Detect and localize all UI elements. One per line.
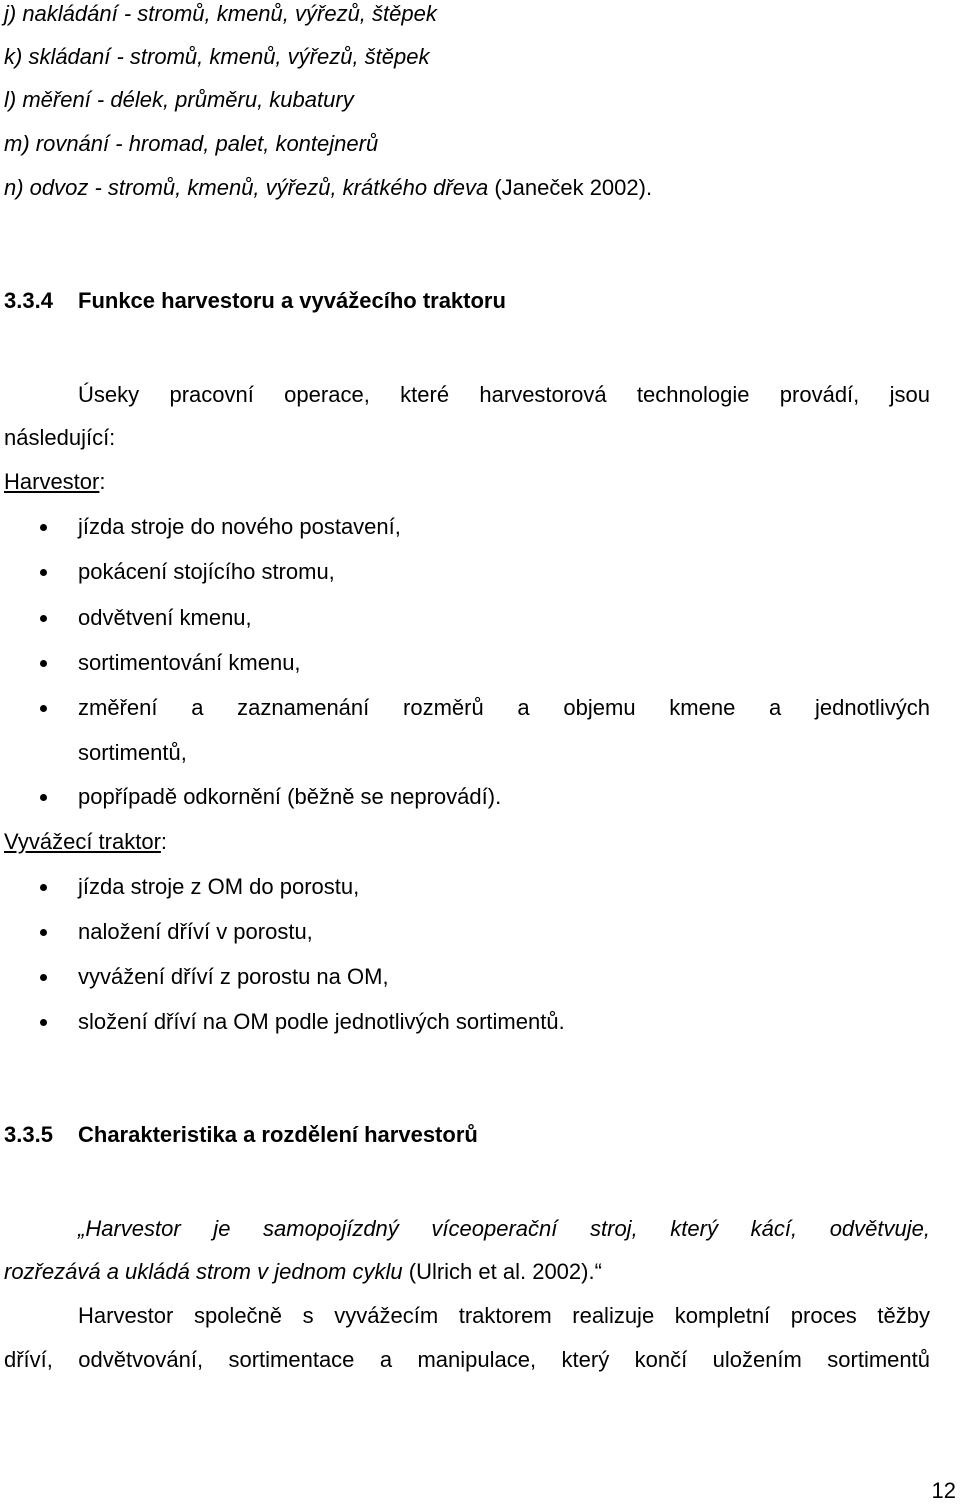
list-item-text: pokácení stojícího stromu, — [78, 559, 335, 584]
paragraph-line2: dříví, odvětvování, sortimentace a manipulace, který končí uložením sortimentů — [4, 1347, 930, 1372]
list-item-k: k) skládaní - stromů, kmenů, výřezů, štěpek — [4, 44, 430, 69]
section-heading-335 — [4, 1121, 478, 1149]
section-title: Funkce harvestoru a vyvážecího traktoru — [78, 288, 506, 313]
list-item-text: vyvážení dříví z porostu na OM, — [78, 964, 389, 989]
page-number: 12 — [931, 1478, 956, 1503]
list-item-text: jízda stroje z OM do porostu, — [78, 874, 360, 899]
list-item-n — [4, 174, 930, 202]
list-item-text: sortimentů, — [78, 740, 187, 765]
forwarder-label-text: Vyvážecí traktor — [4, 829, 161, 854]
harvester-label-colon: : — [99, 469, 106, 494]
bullet-icon — [40, 660, 47, 667]
list-item-text: odvětvení kmenu, — [78, 605, 252, 630]
list-item-text: složení dříví na OM podle jednotlivých sortimentů. — [78, 1009, 565, 1034]
list-item-text: naložení dříví v porostu, — [78, 919, 313, 944]
section-number: 3.3.4 — [4, 288, 53, 313]
intro-paragraph-line2: následující: — [4, 425, 116, 450]
harvester-label — [4, 468, 930, 496]
paragraph-line1: Harvestor společně s vyvážecím traktorem realizuje kompletní proces těžby — [78, 1303, 930, 1328]
list-item-text: jízda stroje do nového postavení, — [78, 514, 401, 539]
list-item-n-text: n) odvoz - stromů, kmenů, výřezů, krátkého dřeva — [4, 175, 489, 200]
bullet-icon — [40, 929, 47, 936]
section-title: Charakteristika a rozdělení harvestorů — [78, 1122, 478, 1147]
quote-line2 — [4, 1258, 930, 1286]
bullet-icon — [40, 615, 47, 622]
list-item-n-citation: (Janeček 2002). — [488, 175, 653, 200]
bullet-icon — [40, 974, 47, 981]
section-heading-334 — [4, 287, 506, 315]
harvester-label-text: Harvestor — [4, 469, 100, 494]
bullet-icon — [40, 794, 47, 801]
intro-paragraph-line1: Úseky pracovní operace, které harvestorová technologie provádí, jsou — [78, 382, 930, 407]
list-item-m: m) rovnání - hromad, palet, kontejnerů — [4, 131, 379, 156]
section-number: 3.3.5 — [4, 1122, 53, 1147]
bullet-icon — [40, 524, 47, 531]
forwarder-label-colon: : — [160, 829, 168, 854]
quote-citation: (Ulrich et al. 2002).“ — [402, 1259, 602, 1284]
list-item-text: změření a zaznamenání rozměrů a objemu kmene a jednotlivých — [78, 695, 930, 720]
bullet-icon — [40, 569, 47, 576]
list-item-text: popřípadě odkornění (běžně se neprovádí). — [78, 784, 502, 809]
list-item-j: j) nakládání - stromů, kmenů, výřezů, štěpek — [4, 1, 437, 26]
list-item-text: sortimentování kmenu, — [78, 650, 301, 675]
bullet-icon — [40, 884, 47, 891]
bullet-icon — [40, 705, 47, 712]
list-item-l: l) měření - délek, průměru, kubatury — [4, 87, 354, 112]
forwarder-label — [4, 828, 930, 856]
quote-line1: „Harvestor je samopojízdný víceoperační stroj, který kácí, odvětvuje, — [78, 1216, 930, 1241]
quote-text: rozřezává a ukládá strom v jednom cyklu — [4, 1259, 403, 1284]
bullet-icon — [40, 1019, 47, 1026]
